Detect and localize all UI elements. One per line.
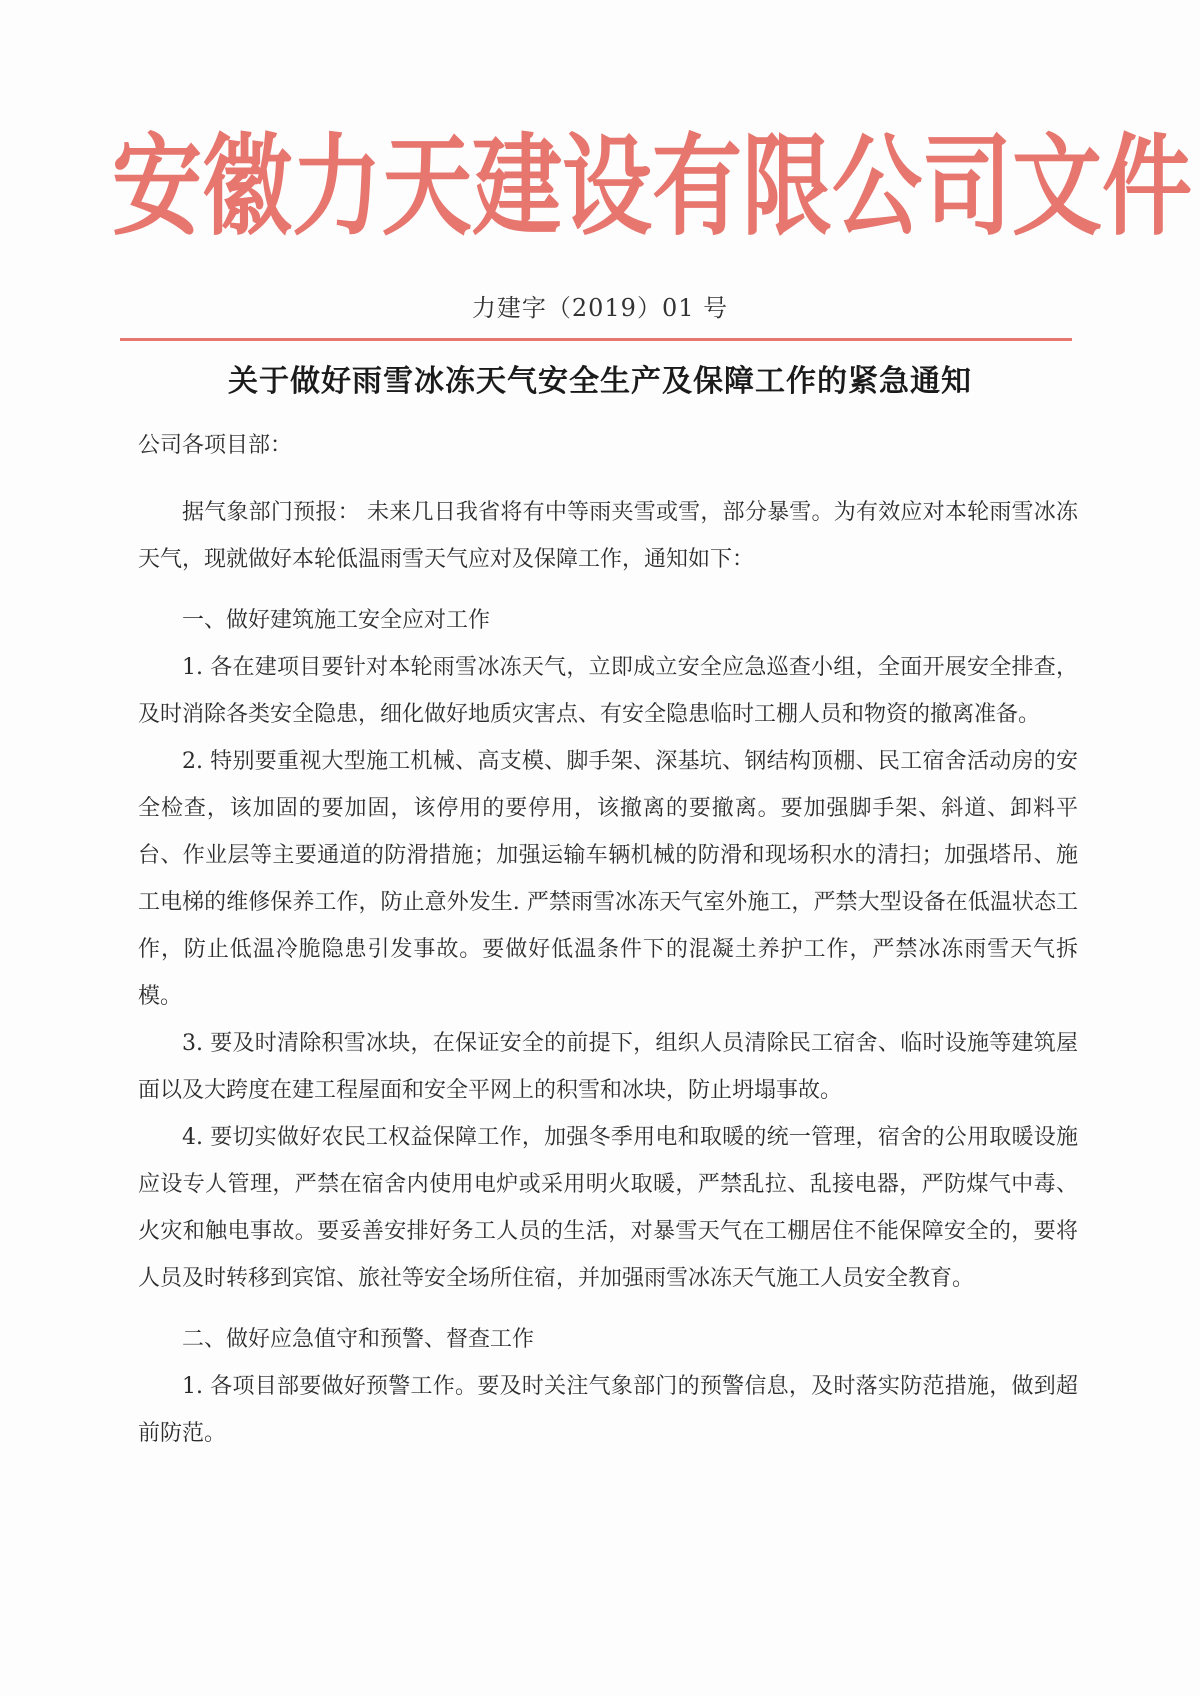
section-heading-1: 一、做好建筑施工安全应对工作 [182, 608, 491, 633]
section1-item-4: 4. 要切实做好农民工权益保障工作，加强冬季用电和取暖的统一管理，宿舍的公用取暖设施应设专人管理，严禁在宿舍内使用电炉或采用明火取暖，严禁乱拉、乱接电器，严防煤气中毒、火灾和触电事故。要妥善安排好务工人员的生活，对暴雪天气在工棚居住不能保障安全的，要将人员及时转移到宾馆、旅社等安全场所住宿，并加强雨雪冰冻天气施工人员安全教育。 [138, 1125, 1078, 1291]
document-masthead: 安徽力天建设有限公司文件 [112, 123, 1192, 252]
section1-item-1: 1. 各在建项目要针对本轮雨雪冰冻天气，立即成立安全应急巡查小组，全面开展安全排查，及时消除各类安全隐患，细化做好地质灾害点、有安全隐患临时工棚人员和物资的撤离准备。 [138, 655, 1078, 727]
document-title: 关于做好雨雪冰冻天气安全生产及保障工作的紧急通知 [228, 364, 972, 399]
document-number: 力建字（2019）01 号 [471, 294, 729, 322]
section1-item-2: 2. 特别要重视大型施工机械、高支模、脚手架、深基坑、钢结构顶棚、民工宿舍活动房的安全检查，该加固的要加固，该停用的要停用，该撤离的要撤离。要加强脚手架、斜道、卸料平台、作业层等主要通道的防滑措施；加强运输车辆机械的防滑和现场积水的清扫；加强塔吊、施工电梯的维修保养工作，防止意外发生. 严禁雨雪冰冻天气室外施工，严禁大型设备在低温状态工作，防止低温冷脆隐患引发事故。要做好低温条件下的混凝土养护工作，严禁冰冻雨雪天气拆模。 [138, 749, 1078, 1009]
red-divider-line [120, 338, 1072, 341]
section2-item-1: 1. 各项目部要做好预警工作。要及时关注气象部门的预警信息，及时落实防范措施，做到超前防范。 [138, 1374, 1078, 1446]
document-body [138, 422, 1078, 1457]
intro-paragraph: 据气象部门预报： 未来几日我省将有中等雨夹雪或雪，部分暴雪。为有效应对本轮雨雪冰冻天气，现就做好本轮低温雨雪天气应对及保障工作，通知如下： [138, 500, 1078, 572]
salutation: 公司各项目部： [138, 433, 293, 458]
section-heading-2: 二、做好应急值守和预警、督查工作 [182, 1327, 535, 1352]
section1-item-3: 3. 要及时清除积雪冰块，在保证安全的前提下，组织人员清除民工宿舍、临时设施等建筑屋面以及大跨度在建工程屋面和安全平网上的积雪和冰块，防止坍塌事故。 [138, 1031, 1078, 1103]
